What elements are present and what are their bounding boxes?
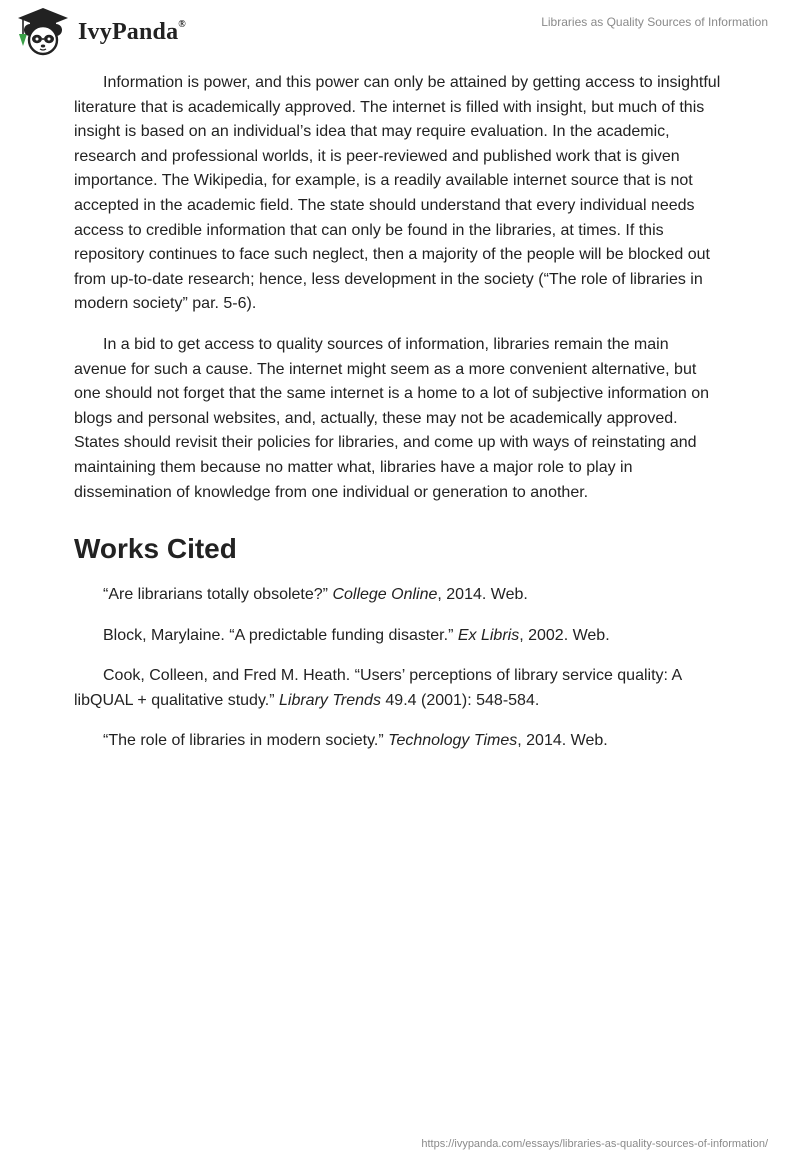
brand-name: IvyPanda®: [78, 18, 186, 45]
works-cited-heading: Works Cited: [74, 533, 237, 565]
document-title: Libraries as Quality Sources of Information: [541, 15, 768, 29]
citation-entry: Block, Marylaine. “A predictable funding disaster.” Ex Libris, 2002. Web.: [103, 626, 610, 644]
citation-entry: “The role of libraries in modern society.” Technology Times, 2014. Web.: [103, 732, 608, 750]
body-paragraph: Information is power, and this power can only be attained by getting access to insightful literature that is academically approved. The internet is filled with insight, but much of this insight is based on an individual’s idea that may require evaluation. In the academic, research and professional worlds, it is peer-reviewed and published work that is given importance. The Wikipedia, for example, is a readily available internet source that is not accepted in the academic field. The state should understand that every individual needs access to credible information that can only be found in the libraries, at times. If this repository continues to face such neglect, then a majority of the people will be blocked out from up-to-date research; hence, less development in the society (“The role of libraries in modern society” par. 5-6).: [74, 74, 721, 313]
essay-content: [74, 71, 724, 770]
source-url[interactable]: https://ivypanda.com/essays/libraries-as-quality-sources-of-information/: [421, 1138, 768, 1150]
body-paragraph: In a bid to get access to quality sources of information, libraries remain the main avenue for such a cause. The internet might seem as a more convenient alternative, but one should not forget that the same internet is a home to a lot of subjective information on blogs and personal websites, and, actually, these may not be academically approved. States should revisit their policies for libraries, and come up with ways of reinstating and maintaining them because no matter what, libraries have a major role to play in dissemination of knowledge from one individual or generation to another.: [74, 335, 710, 501]
citation-entry: Cook, Colleen, and Fred M. Heath. “Users’ perceptions of library service quality: A libQUAL + qualitative study.” Library Trends 49.4 (2001): 548-584.: [74, 667, 682, 709]
citation-entry: “Are librarians totally obsolete?” College Online, 2014. Web.: [103, 586, 528, 604]
panda-graduate-icon: [14, 6, 72, 56]
ivypanda-logo[interactable]: [14, 6, 186, 56]
page-header: [0, 0, 800, 70]
